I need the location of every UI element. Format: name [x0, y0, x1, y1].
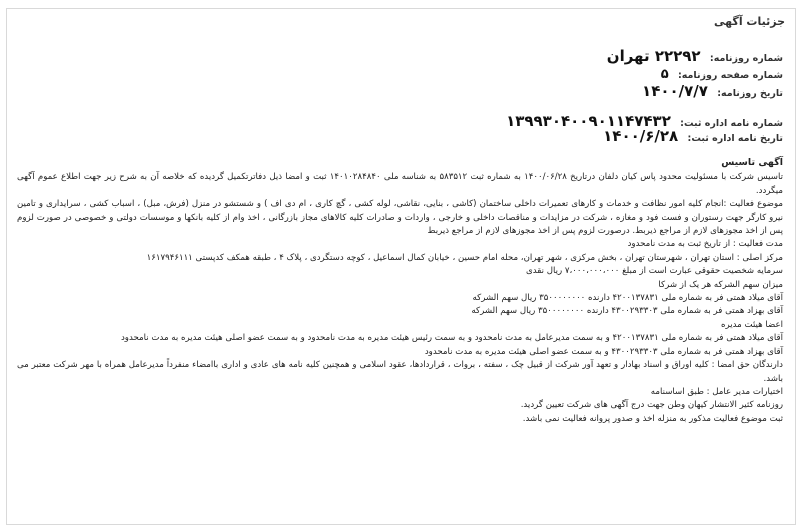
registry-letter-date-value: ۱۴۰۰/۶/۲۸	[603, 127, 679, 145]
ad-line-disclaimer: ثبت موضوع فعالیت مذکور به منزله اخذ و صدور پروانه فعالیت نمی باشد.	[522, 413, 783, 424]
newspaper-date-row	[642, 82, 783, 100]
page-number-value: ۵	[660, 67, 669, 82]
ad-body	[17, 156, 783, 426]
page-number-label: شماره صفحه روزنامه:	[677, 70, 783, 81]
ad-line-newspaper: روزنامه کثیر الانتشار کیهان وطن جهت درج آگهی های شرکت تعیین گردید.	[520, 400, 783, 411]
ad-line-duration: مدت فعالیت : از تاریخ ثبت به مدت نامحدود	[627, 239, 783, 250]
ad-line-signatories: دارندگان حق امضا : کلیه اوراق و اسناد بهادار و تعهد آور شرکت از قبیل چک ، سفته ، بروات ، قراردادها، عقود اسلامی و همچنین کلیه نامه های عادی و اداری باامضاء منفرداً مدیرعامل همراه با مهر شرکت معتبر می باشد.	[17, 360, 783, 384]
ad-line-board-member-2: آقای بهزاد همتی فر به شماره ملی ۴۳۰۰۲۹۳۳۰۳ و به سمت عضو اصلی هیئت مدیره به مدت نامحدود	[424, 346, 783, 357]
newspaper-date-label: تاریخ روزنامه:	[717, 88, 783, 99]
newspaper-number-label: شماره روزنامه:	[709, 53, 783, 64]
newspaper-number-value: ۲۲۲۹۲ تهران	[606, 47, 701, 65]
ad-line-ceo-authority: اختیارات مدیر عامل : طبق اساسنامه	[650, 386, 783, 397]
ad-line-activity-subject: موضوع فعالیت :انجام کلیه امور نظافت و خدمات و کارهای تعمیرات داخلی ساختمان (کاشی ، بنایی، نقاشی، لوله کشی ، گچ کاری ، ام دی اف ) و شستشو در منزل (فرش، مبل) ، اسباب کشی ، سرایداری و تامین نیرو کارگر جهت رستوران و فست فود و مغازه ، شرکت در مزایدات و مناقصات داخلی و خارجی ، واردات و صادرات کلیه کالاهای مجاز بازرگانی ، اخذ وام از کلیه بانکها و موسسات دولتی و خصوصی در صورت لزوم پس از اخذ مجوزهای لازم از مراجع ذیربط. درصورت لزوم پس از اخذ مجوزهای لازم از مراجع ذیربط	[17, 199, 783, 237]
section-title: جزئیات آگهی	[714, 15, 785, 28]
newspaper-date-value: ۱۴۰۰/۷/۷	[642, 82, 708, 100]
ad-line-board-member-1: آقای میلاد همتی فر به شماره ملی ۴۲۰۰۱۳۷۸۳۱ و به سمت مدیرعامل به مدت نامحدود و به سمت رئیس هیئت مدیره به مدت نامحدود و به سمت عضو اصلی هیئت مدیره به مدت نامحدود	[120, 333, 783, 344]
ad-details-panel	[6, 8, 796, 525]
ad-title: آگهی تاسیس	[721, 157, 783, 168]
registry-letter-date-row	[603, 127, 783, 145]
ad-line-shares-heading: میزان سهم الشرکه هر یک از شرکا	[658, 279, 783, 290]
ad-line-share-partner-1: آقای میلاد همتی فر به شماره ملی ۴۲۰۰۱۳۷۸۳۱ دارنده ۳۵۰۰۰۰۰۰۰۰ ریال سهم الشرکه	[472, 293, 783, 304]
registry-letter-date-label: تاریخ نامه اداره ثبت:	[687, 133, 783, 144]
ad-line-capital: سرمایه شخصیت حقوقی عبارت است از مبلغ ۷،۰۰۰،۰۰۰،۰۰۰ ریال نقدی	[526, 266, 783, 277]
registry-letter-number-value: ۱۳۹۹۳۰۴۰۰۹۰۱۱۴۷۴۳۲	[506, 112, 671, 130]
ad-line-establishment: تاسیس شرکت با مسئولیت محدود پاس کیان دلفان درتاریخ ۱۴۰۰/۰۶/۲۸ به شماره ثبت ۵۸۳۵۱۲ به شناسه ملی ۱۴۰۱۰۲۸۴۸۴۰ ثبت و امضا ذیل دفاترتکمیل گردیده که خلاصه آن به شرح زیر جهت اطلاع عموم آگهی میگردد.	[17, 172, 783, 196]
registry-letter-number-label: شماره نامه اداره ثبت:	[680, 118, 783, 129]
ad-line-headquarters: مرکز اصلی : استان تهران ، شهرستان تهران ، بخش مرکزی ، شهر تهران، محله امام حسین ، خیابان کمال اسماعیل ، کوچه دستگردی ، پلاک ۴ ، طبقه همکف کدپستی ۱۶۱۷۹۴۶۱۱۱	[146, 252, 783, 263]
ad-line-board-heading: اعضا هیئت مدیره	[721, 319, 783, 330]
ad-line-share-partner-2: آقای بهزاد همتی فر به شماره ملی ۴۳۰۰۲۹۳۳۰۳ دارنده ۳۵۰۰۰۰۰۰۰۰ ریال سهم الشرکه	[471, 306, 783, 317]
page-number-row	[661, 67, 783, 82]
newspaper-number-row	[607, 47, 783, 65]
